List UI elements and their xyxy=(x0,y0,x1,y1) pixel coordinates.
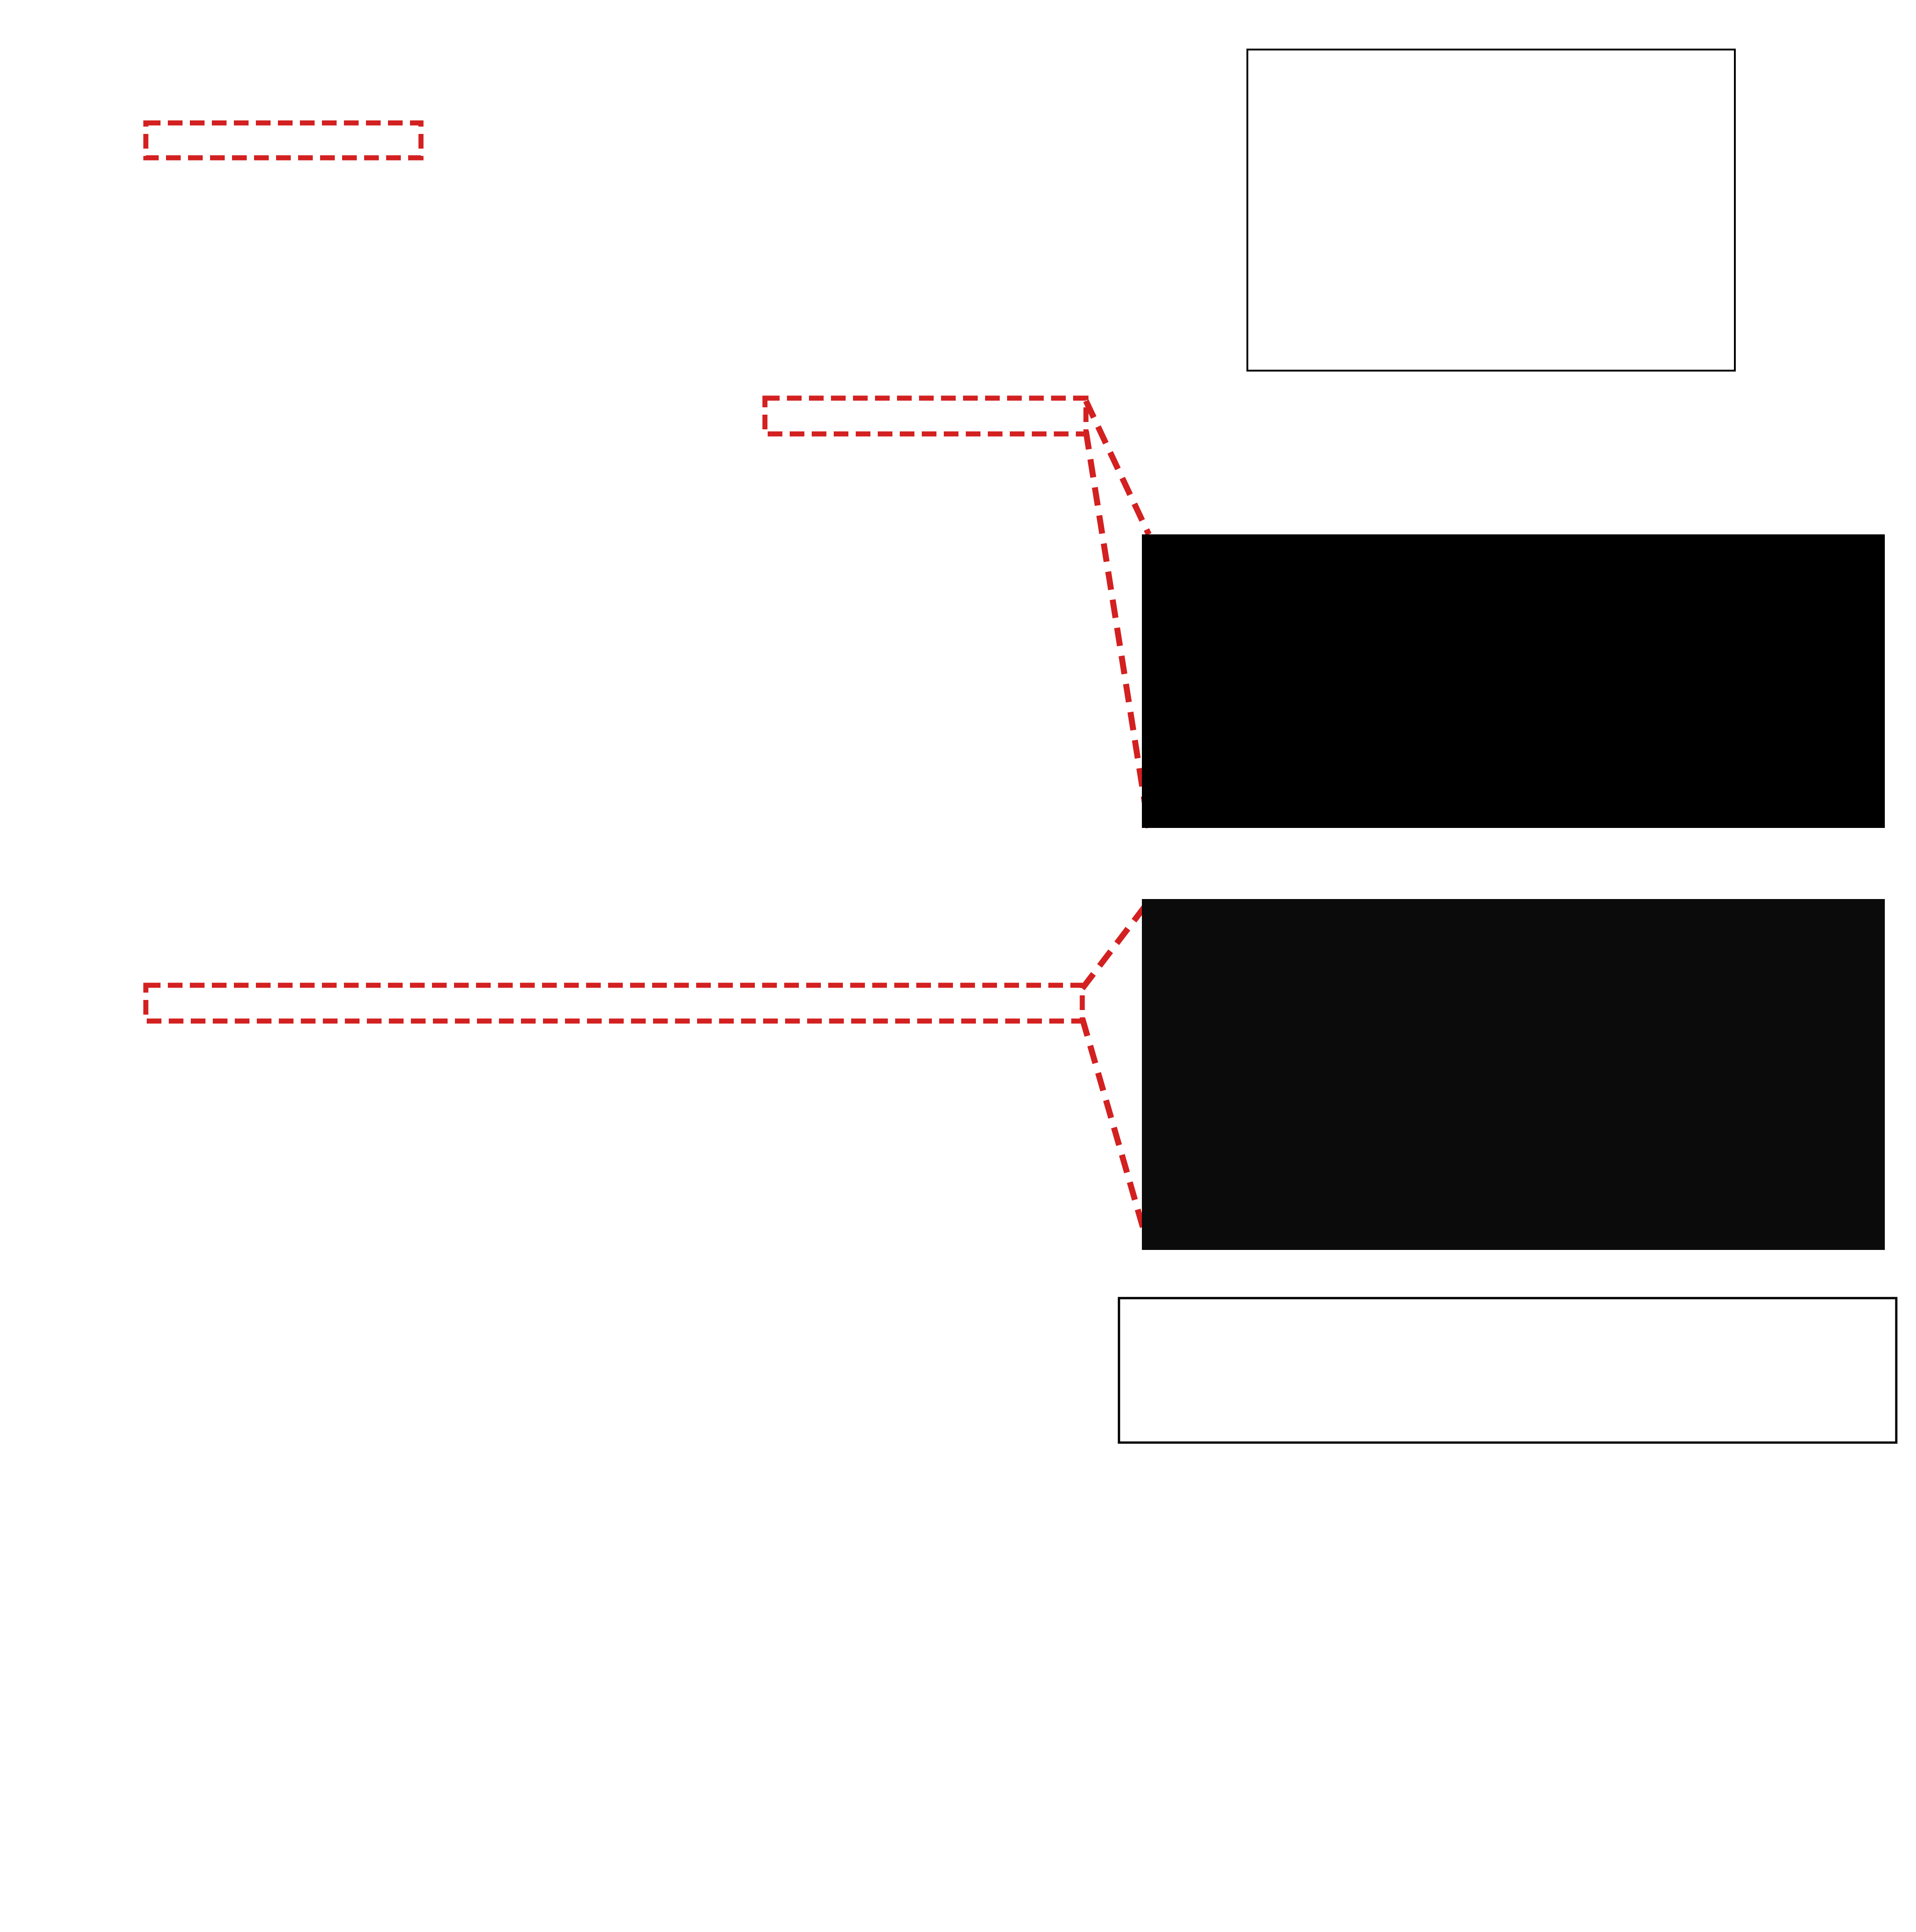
connector-d-top xyxy=(1082,901,1149,988)
panel-d xyxy=(1142,899,1885,1250)
figure-caption xyxy=(8,1493,1907,1494)
western-blot-image xyxy=(1142,534,1885,828)
connector-c-top xyxy=(1086,401,1149,534)
panel-a xyxy=(146,123,1086,1021)
panel-c xyxy=(1142,534,1885,828)
perk-highlight-box xyxy=(146,123,421,158)
panel-b xyxy=(1247,50,1735,371)
lysate-microarray-image xyxy=(1142,899,1885,1250)
plot-frame xyxy=(1247,50,1735,371)
legend-frame xyxy=(1119,1298,1896,1443)
ps6-highlight-box xyxy=(146,985,1082,1021)
connector-lines xyxy=(1082,401,1149,1248)
p53-highlight xyxy=(765,398,1086,434)
p53-highlight-box xyxy=(765,398,1086,434)
connector-d-bottom xyxy=(1082,1018,1149,1248)
color-legend-box xyxy=(1119,1298,1896,1443)
connector-c-bottom xyxy=(1086,431,1149,828)
perk-highlight xyxy=(146,123,421,158)
ps6-highlight xyxy=(146,985,1082,1021)
